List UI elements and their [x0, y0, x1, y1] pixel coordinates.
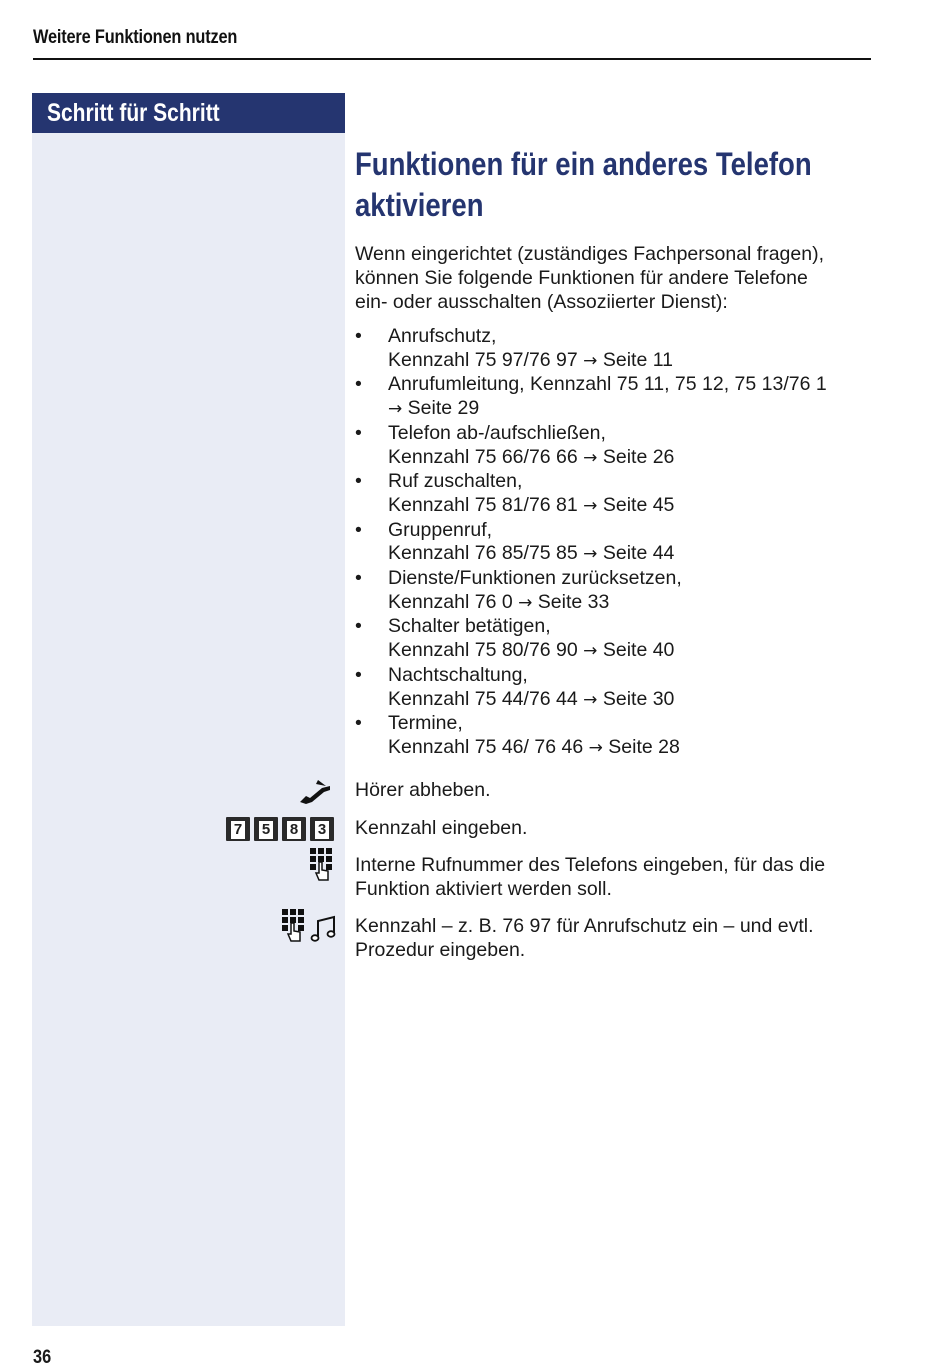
bullet-icon: •	[355, 567, 362, 590]
item-title: Schalter betätigen,	[388, 615, 551, 638]
page-reference: Seite 26	[602, 445, 675, 468]
step-text: Kennzahl eingeben.	[355, 817, 528, 839]
item-title: Nachtschaltung,	[388, 663, 528, 686]
step-enter-number	[355, 853, 875, 901]
list-item	[355, 373, 875, 421]
bullet-icon: •	[355, 712, 362, 735]
bullet-icon: •	[355, 325, 362, 347]
item-title: Dienste/Funktionen zurücksetzen,	[388, 567, 682, 590]
list-item	[355, 615, 875, 663]
arrow-right-icon: →	[518, 592, 533, 613]
arrow-right-icon: →	[388, 399, 403, 420]
item-code: Kennzahl 75 97/76 97	[388, 348, 578, 371]
step-text: Kennzahl – z. B. 76 97 für Anrufschutz ein – und evtl.	[355, 915, 814, 937]
page-reference: Seite 30	[602, 687, 675, 710]
step-lift-handset	[355, 778, 875, 802]
arrow-right-icon: →	[583, 495, 598, 516]
item-code: Kennzahl 75 80/76 90	[388, 639, 578, 662]
list-item	[355, 664, 875, 712]
step-text: Prozedur eingeben.	[355, 939, 526, 961]
item-code: Kennzahl 76 0	[388, 590, 513, 613]
step-enter-code-procedure	[355, 914, 875, 962]
step-text: Funktion aktiviert werden soll.	[355, 878, 612, 900]
bullet-icon: •	[355, 615, 362, 638]
page-reference: Seite 45	[602, 493, 675, 516]
arrow-right-icon: →	[583, 350, 598, 371]
list-item	[355, 567, 875, 615]
list-item	[355, 325, 875, 373]
step-enter-code	[355, 816, 875, 840]
item-code: Kennzahl 76 85/75 85	[388, 542, 578, 565]
key-icon: 8	[282, 817, 306, 841]
bullet-icon: •	[355, 663, 362, 686]
item-code: Kennzahl 75 66/76 66	[388, 445, 578, 468]
header-rule	[33, 58, 871, 60]
item-title: Anrufschutz,	[388, 325, 497, 347]
page-reference: Seite 29	[407, 397, 480, 420]
item-title: Ruf zuschalten,	[388, 470, 523, 493]
item-code: Kennzahl 75 81/76 81	[388, 493, 578, 516]
sidebar-heading-bar	[32, 93, 345, 133]
page-reference: Seite 44	[602, 542, 675, 565]
page-number: 36	[33, 1347, 52, 1368]
arrow-right-icon: →	[583, 544, 598, 565]
list-item	[355, 470, 875, 518]
item-code: Kennzahl 75 46/ 76 46	[388, 735, 584, 758]
step-text: Interne Rufnummer des Telefons eingeben, für das die	[355, 854, 826, 876]
key-icon: 5	[254, 817, 278, 841]
handset-lift-icon	[296, 776, 336, 806]
title-line: aktivieren	[355, 187, 484, 223]
step-sidebar	[32, 93, 345, 1326]
list-item	[355, 712, 875, 760]
bullet-icon: •	[355, 421, 362, 444]
list-item	[355, 422, 875, 470]
page-reference: Seite 33	[537, 590, 610, 613]
item-title: Telefon ab-/aufschließen,	[388, 421, 606, 444]
intro-paragraph	[355, 242, 875, 314]
key-icon: 3	[310, 817, 334, 841]
dialpad-and-tone-icon	[280, 907, 338, 947]
list-item	[355, 519, 875, 567]
page-reference: Seite 28	[608, 735, 680, 758]
key-icon: 7	[226, 817, 250, 841]
intro-line: ein- oder ausschalten (Assoziierter Dienst):	[355, 291, 728, 313]
item-code: Kennzahl 75 44/76 44	[388, 687, 578, 710]
page-reference: Seite 11	[602, 348, 673, 371]
arrow-right-icon: →	[583, 641, 598, 662]
arrow-right-icon: →	[583, 689, 598, 710]
title-line: Funktionen für ein anderes Telefon	[355, 146, 812, 182]
sidebar-heading: Schritt für Schritt	[47, 99, 220, 127]
arrow-right-icon: →	[583, 447, 598, 468]
dialpad-icon	[308, 846, 336, 884]
running-header: Weitere Funktionen nutzen	[33, 27, 238, 48]
keypad-digits-icon	[226, 817, 336, 843]
bullet-icon: •	[355, 373, 362, 396]
item-title: Termine,	[388, 712, 463, 735]
intro-line: können Sie folgende Funktionen für andere Telefone	[355, 267, 808, 289]
arrow-right-icon: →	[588, 737, 603, 758]
item-title: Gruppenruf,	[388, 518, 493, 541]
page-reference: Seite 40	[602, 639, 675, 662]
step-text: Hörer abheben.	[355, 779, 491, 801]
intro-line: Wenn eingerichtet (zuständiges Fachpersonal fragen),	[355, 243, 824, 265]
function-list	[355, 325, 875, 761]
item-title: Anrufumleitung, Kennzahl 75 11, 75 12, 75 13/76 1	[388, 373, 827, 396]
bullet-icon: •	[355, 470, 362, 493]
bullet-icon: •	[355, 518, 362, 541]
page-title	[355, 144, 875, 226]
